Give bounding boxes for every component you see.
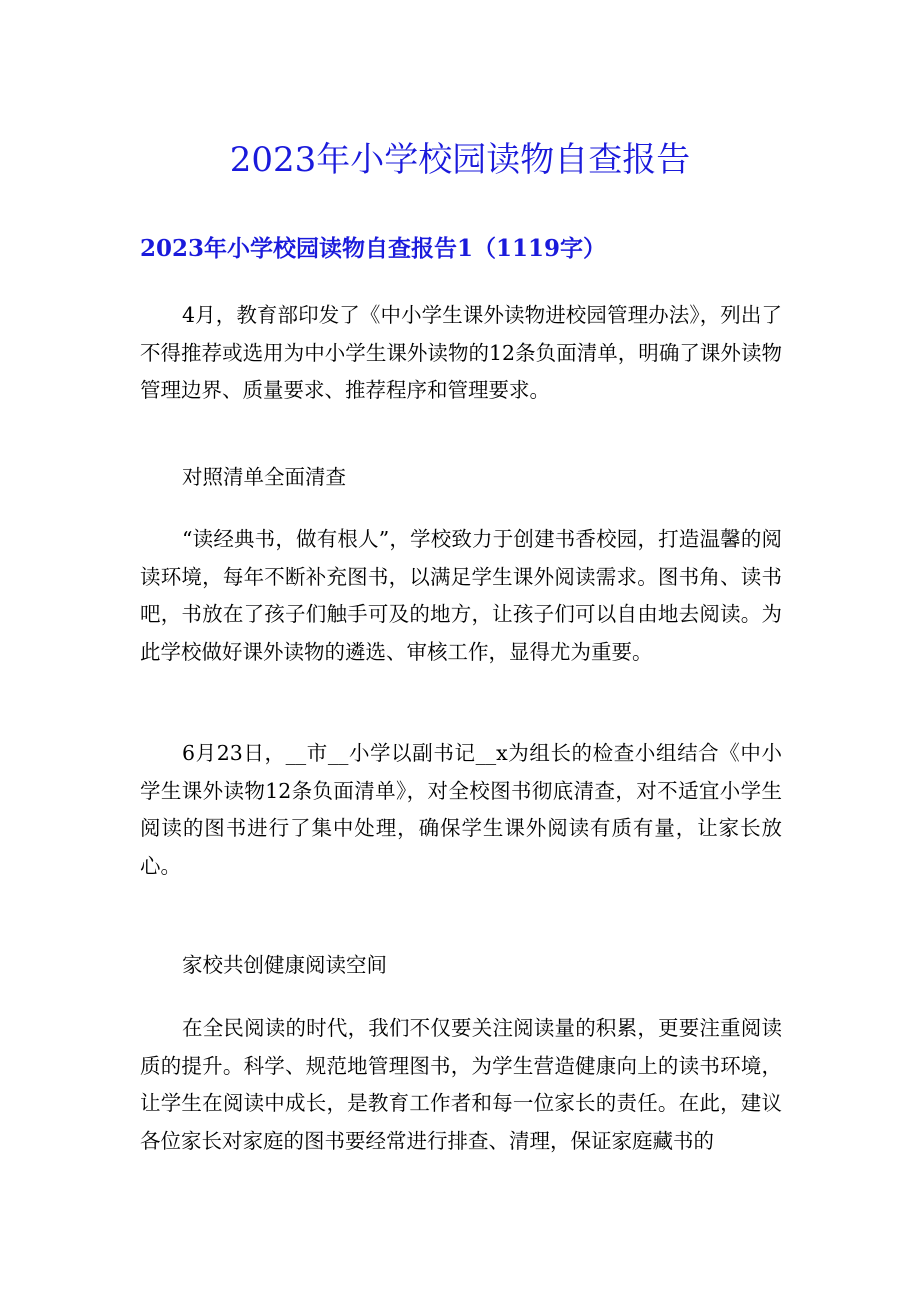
subheading-inventory-check: 对照清单全面清查 — [182, 465, 346, 489]
paragraph-reading-quality: 在全民阅读的时代，我们不仅要关注阅读量的积累，更要注重阅读质的提升。科学、规范地管理图书，为学生营造健康向上的读书环境，让学生在阅读中成长，是教育工作者和每一位家长的责任。在此，建议各位家长对家庭的图书要经常进行排查、清理，保证家庭藏书的 — [140, 1016, 782, 1153]
paragraph-intro: 4月，教育部印发了《中小学生课外读物进校园管理办法》，列出了不得推荐或选用为中小学生课外读物的12条负面清单，明确了课外读物管理边界、质量要求、推荐程序和管理要求。 — [140, 303, 782, 402]
subheading-home-school: 家校共创健康阅读空间 — [182, 953, 387, 977]
paragraph-inspection: 6月23日，__市__小学以副书记__x为组长的检查小组结合《中小学生课外读物12条负面清单》，对全校图书彻底清查，对不适宜小学生阅读的图书进行了集中处理，确保学生课外阅读有质有量，让家长放心。 — [140, 741, 782, 878]
section-title: 2023年小学校园读物自查报告1（1119字） — [140, 235, 607, 262]
document-title: 2023年小学校园读物自查报告 — [229, 140, 691, 180]
paragraph-reading-environment: “读经典书，做有根人”，学校致力于创建书香校园，打造温馨的阅读环境，每年不断补充图书，以满足学生课外阅读需求。图书角、读书吧，书放在了孩子们触手可及的地方，让孩子们可以自由地去阅读。为此学校做好课外读物的遴选、审核工作，显得尤为重要。 — [140, 527, 782, 664]
